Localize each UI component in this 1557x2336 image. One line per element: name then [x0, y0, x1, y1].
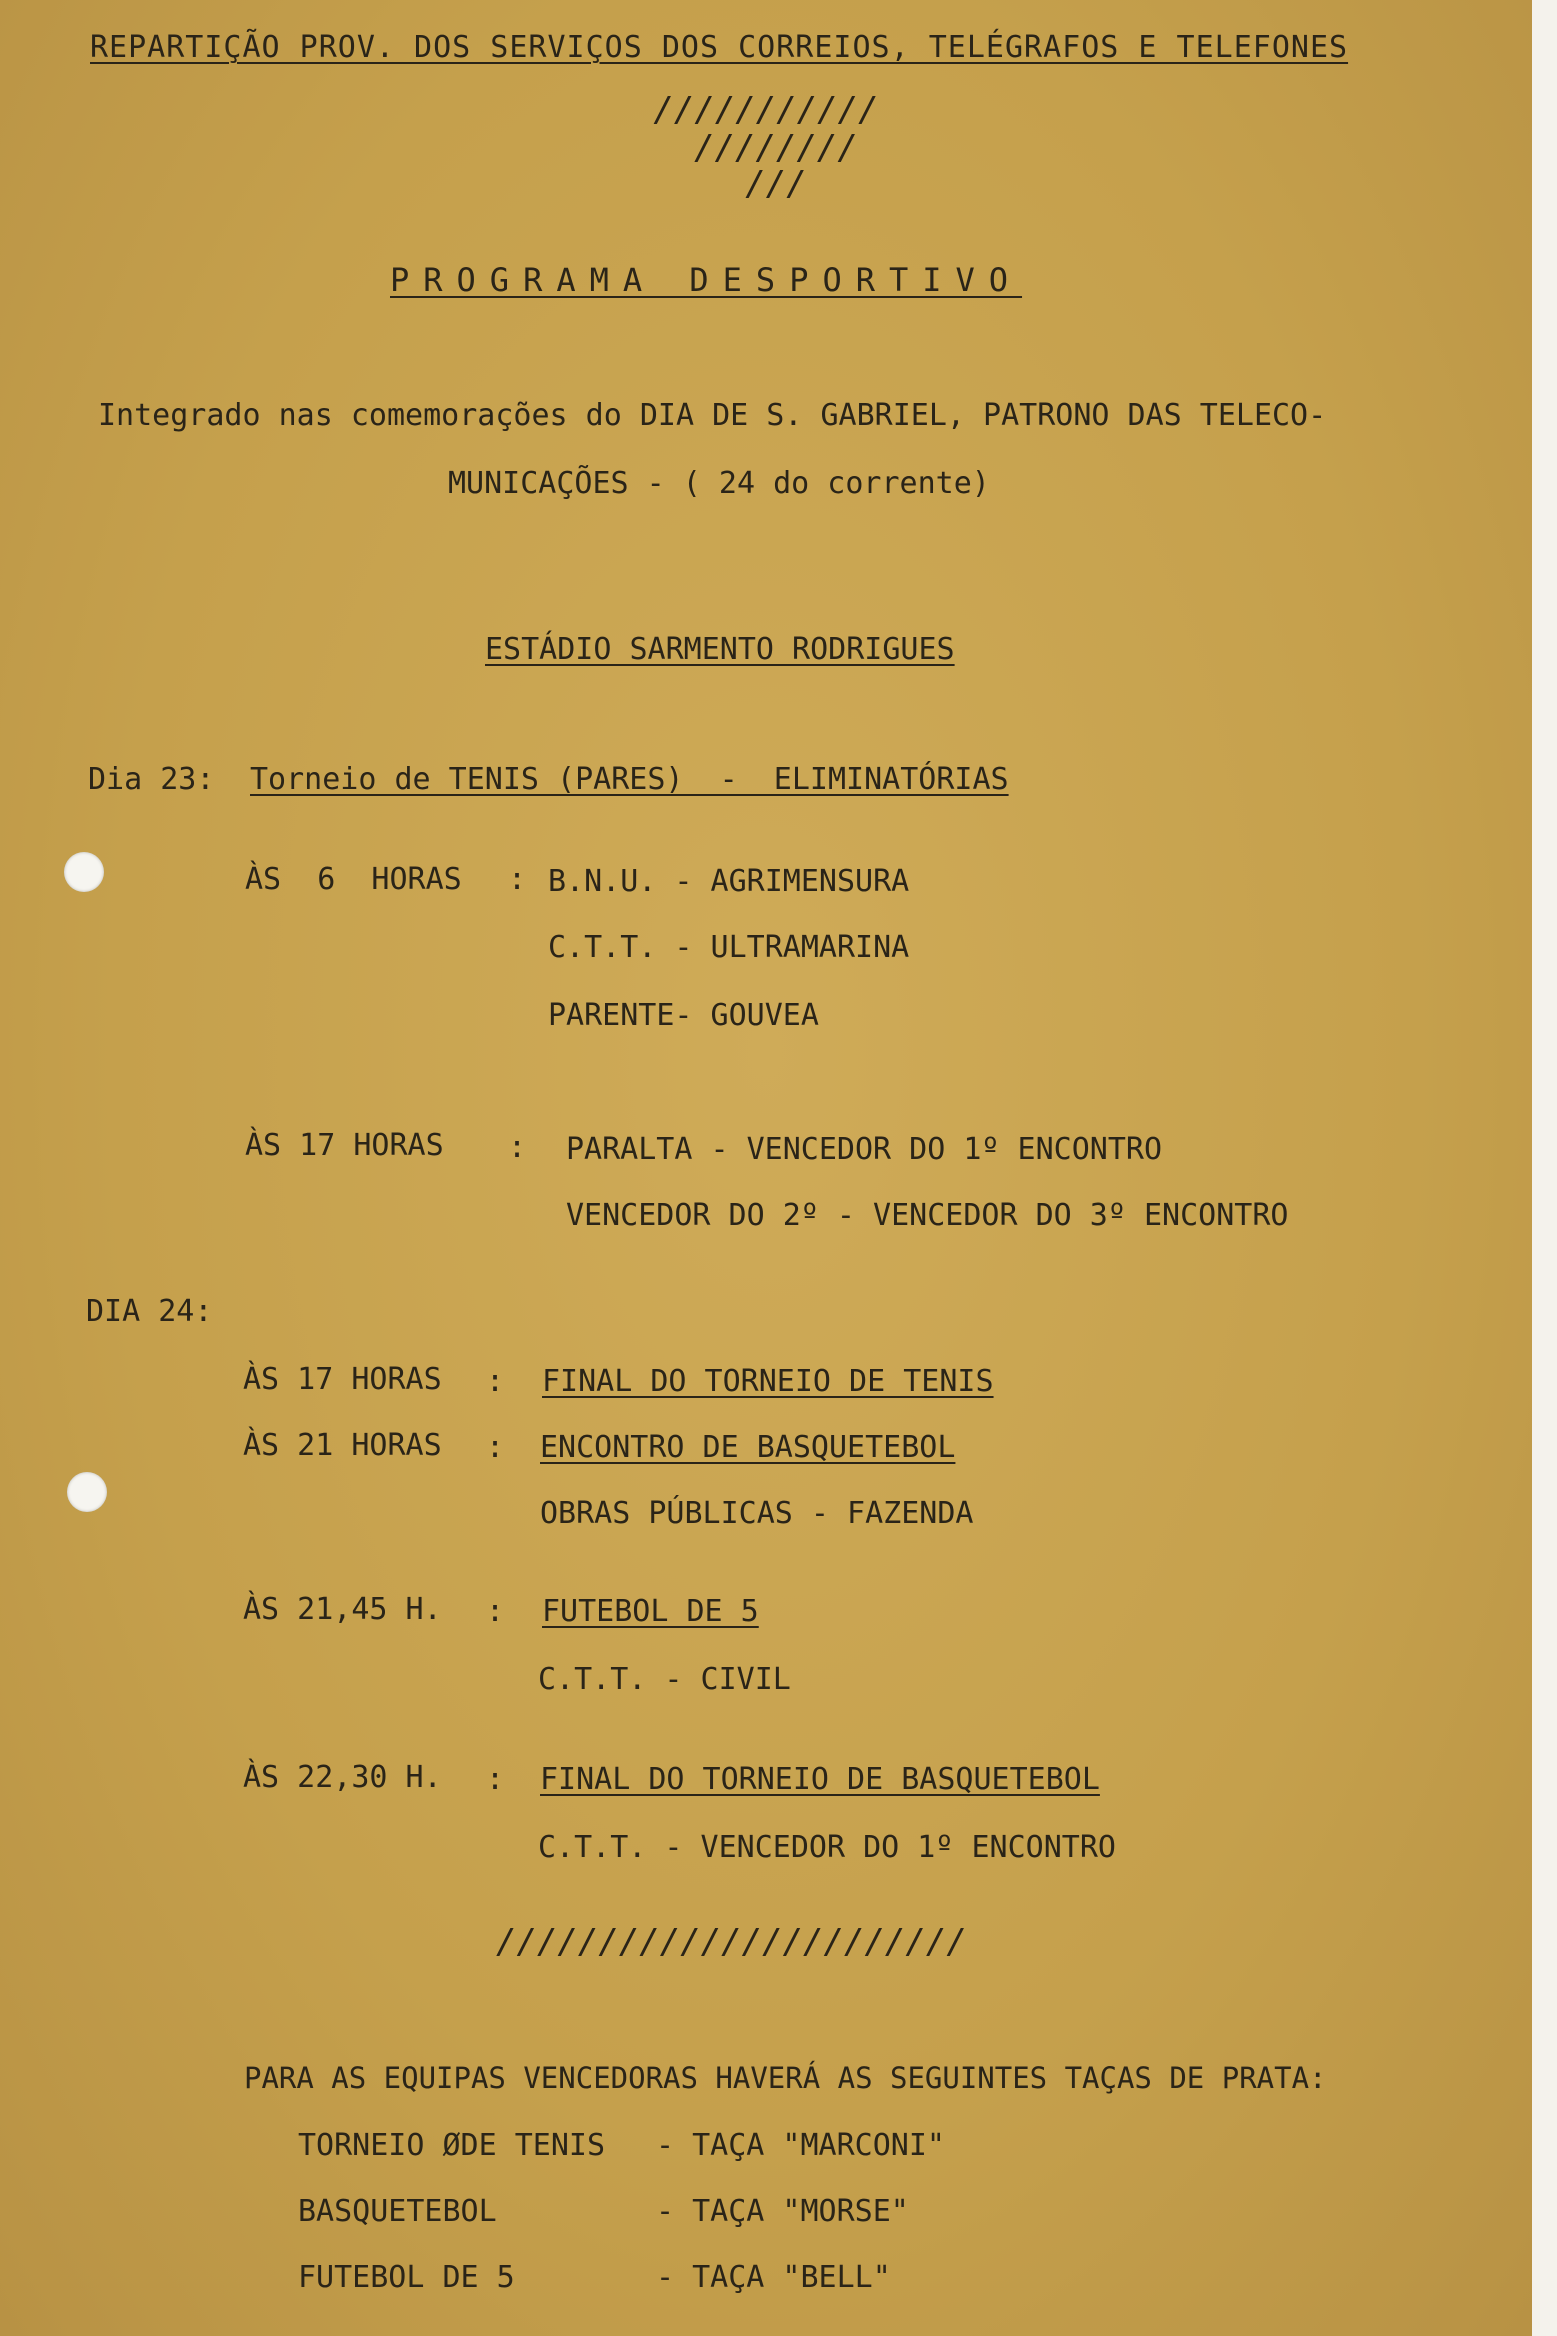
slot-separator: : — [486, 1762, 505, 1797]
slot-detail: C.T.T. - VENCEDOR DO 1º ENCONTRO — [538, 1830, 1116, 1865]
prize-cup: - TAÇA "MORSE" — [656, 2194, 909, 2229]
slot-separator: : — [486, 1594, 505, 1629]
match-line: PARALTA - VENCEDOR DO 1º ENCONTRO — [566, 1132, 1163, 1167]
slot-separator: : — [508, 1130, 527, 1165]
match-line: B.N.U. - AGRIMENSURA — [548, 864, 910, 899]
slot-detail: OBRAS PÚBLICAS - FAZENDA — [540, 1496, 974, 1531]
slot-detail: C.T.T. - CIVIL — [538, 1662, 791, 1697]
slot-separator: : — [486, 1430, 505, 1465]
slot-separator: : — [486, 1364, 505, 1399]
match-line: PARENTE- GOUVEA — [548, 998, 819, 1033]
match-line: C.T.T. - ULTRAMARINA — [548, 930, 910, 965]
day-23-event: Torneio de TENIS (PARES) - ELIMINATÓRIAS — [250, 762, 1009, 797]
paper-edge — [1532, 0, 1557, 2336]
header-slashes-3: /// — [745, 164, 807, 204]
punch-hole — [64, 852, 104, 892]
slot-event: FINAL DO TORNEIO DE TENIS — [542, 1364, 994, 1399]
slot-event: FUTEBOL DE 5 — [542, 1594, 759, 1629]
page-title: PROGRAMA DESPORTIVO — [390, 261, 1023, 299]
intro-line-1: Integrado nas comemorações do DIA DE S. GABRIEL, PATRONO DAS TELECO- — [98, 398, 1327, 433]
match-line: VENCEDOR DO 2º - VENCEDOR DO 3º ENCONTRO — [566, 1198, 1289, 1233]
slot-time: ÀS 21 HORAS — [243, 1428, 442, 1463]
prize-sport: BASQUETEBOL — [298, 2194, 497, 2229]
intro-line-2: MUNICAÇÕES - ( 24 do corrente) — [448, 466, 990, 501]
prize-cup: - TAÇA "MARCONI" — [656, 2128, 945, 2163]
day-24-label: DIA 24: — [86, 1294, 213, 1329]
slot-time: ÀS 21,45 H. — [243, 1592, 442, 1627]
slot-separator: : — [508, 862, 527, 897]
prizes-heading: PARA AS EQUIPAS VENCEDORAS HAVERÁ AS SEGUINTES TAÇAS DE PRATA: — [244, 2061, 1327, 2095]
prize-cup: - TAÇA "BELL" — [656, 2260, 891, 2295]
section-separator: /////////////////////// — [496, 1922, 967, 1962]
venue-heading: ESTÁDIO SARMENTO RODRIGUES — [485, 632, 955, 667]
slot-time: ÀS 17 HORAS — [245, 1128, 444, 1163]
header-slashes-2: //////// — [694, 128, 858, 168]
prize-sport: FUTEBOL DE 5 — [298, 2260, 515, 2295]
header-slashes-1: /////////// — [653, 90, 879, 130]
slot-time: ÀS 17 HORAS — [243, 1362, 442, 1397]
day-23-label: Dia 23: — [88, 762, 215, 797]
slot-time: ÀS 22,30 H. — [243, 1760, 442, 1795]
department-header: REPARTIÇÃO PROV. DOS SERVIÇOS DOS CORREIOS, TELÉGRAFOS E TELEFONES — [90, 30, 1349, 65]
slot-event: ENCONTRO DE BASQUETEBOL — [540, 1430, 956, 1465]
punch-hole — [67, 1472, 107, 1512]
slot-event: FINAL DO TORNEIO DE BASQUETEBOL — [540, 1762, 1100, 1797]
prize-sport: TORNEIO ØDE TENIS — [298, 2128, 606, 2163]
slot-time: ÀS 6 HORAS — [245, 862, 462, 897]
